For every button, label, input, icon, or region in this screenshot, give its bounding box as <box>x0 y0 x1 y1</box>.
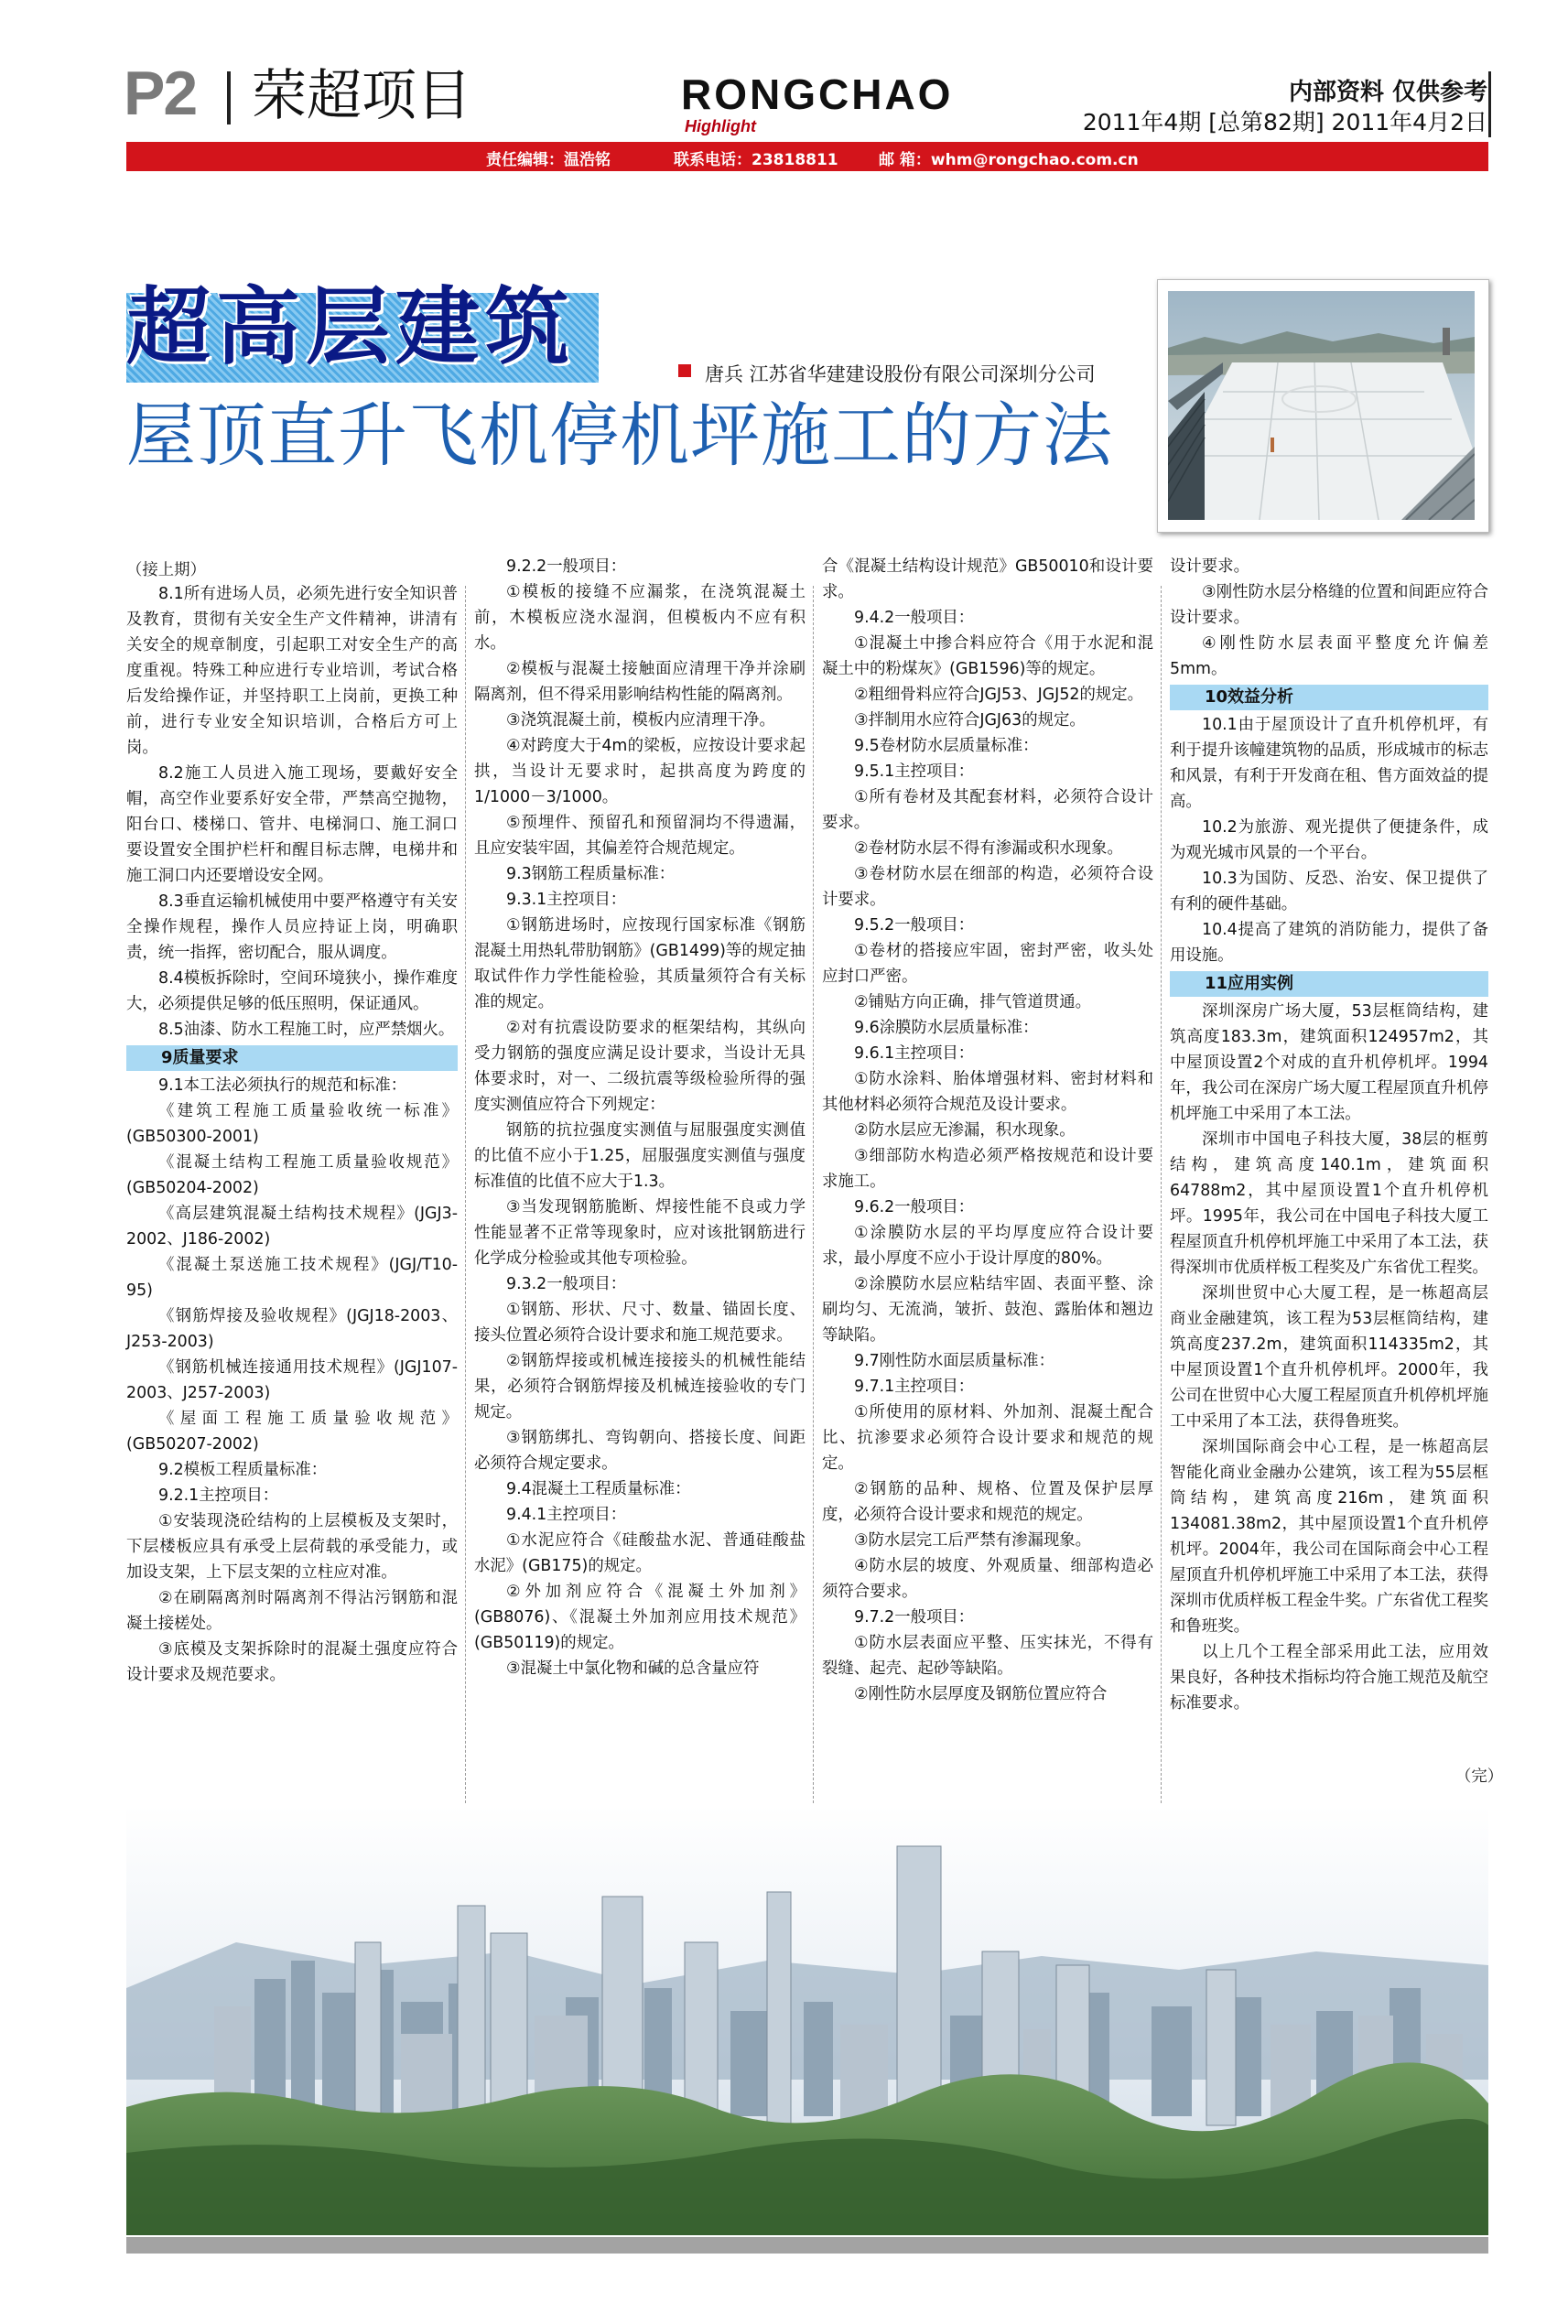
article-paragraph: 《混凝土结构工程施工质量验收规范》(GB50204-2002) <box>126 1153 458 1197</box>
article-column-1 <box>126 581 458 1688</box>
article-paragraph: ①防水涂料、胎体增强材料、密封材料和其他材料必须符合规范及设计要求。 <box>822 1070 1153 1114</box>
article-column-3 <box>822 554 1153 1707</box>
article-paragraph: ①钢筋、形状、尺寸、数量、锚固长度、接头位置必须符合设计要求和施工规范要求。 <box>474 1301 806 1345</box>
editor-name: 责任编辑：温浩铭 <box>486 151 611 169</box>
article-paragraph: 《钢筋机械连接通用技术规程》(JGJ107-2003、J257-2003) <box>126 1358 458 1402</box>
article-paragraph: 9.2.1主控项目： <box>158 1486 279 1505</box>
article-paragraph: 《高层建筑混凝土结构技术规程》(JGJ3-2002、J186-2002) <box>126 1205 458 1248</box>
article-paragraph: 8.4模板拆除时，空间环境狭小，操作难度大，必须提供足够的低压照明，保证通风。 <box>126 969 458 1013</box>
article-paragraph: 《建筑工程施工质量验收统一标准》(GB50300-2001) <box>126 1102 458 1146</box>
article-paragraph: 9.3钢筋工程质量标准： <box>506 865 676 883</box>
article-paragraph: 9.7.1主控项目： <box>854 1378 975 1396</box>
article-paragraph: ①防水层表面应平整、压实抹光，不得有裂缝、起壳、起砂等缺陷。 <box>822 1634 1153 1678</box>
article-paragraph: 8.5油漆、防水工程施工时，应严禁烟火。 <box>158 1021 455 1039</box>
article-paragraph: 设计要求。 <box>1170 557 1249 576</box>
article-paragraph: ②钢筋的品种、规格、位置及保护层厚度，必须符合设计要求和规范的规定。 <box>822 1480 1153 1524</box>
article-paragraph: 合《混凝土结构设计规范》GB50010和设计要求。 <box>822 557 1153 601</box>
article-paragraph: ②钢筋焊接或机械连接接头的机械性能结果，必须符合钢筋焊接及机械连接验收的专门规定。 <box>474 1352 806 1421</box>
article-paragraph: ③拌制用水应符合JGJ63的规定。 <box>854 711 1086 730</box>
bottom-bar <box>126 2237 1488 2254</box>
article-paragraph: ②防水层应无渗漏，积水现象。 <box>854 1121 1076 1140</box>
article-paragraph: 9.5卷材防水层质量标准： <box>854 737 1039 755</box>
article-paragraph: 《屋面工程施工质量验收规范》(GB50207-2002) <box>126 1410 458 1454</box>
article-paragraph: ④防水层的坡度、外观质量、细部构造必须符合要求。 <box>822 1557 1153 1601</box>
article-paragraph: 10.4提高了建筑的消防能力，提供了备用设施。 <box>1170 921 1488 965</box>
email-address: 邮 箱：whm@rongchao.com.cn <box>879 151 1139 169</box>
masthead-divider <box>227 71 231 124</box>
article-paragraph: ③底模及支架拆除时的混凝土强度应符合设计要求及规范要求。 <box>126 1640 458 1684</box>
article-paragraph: ③卷材防水层在细部的构造，必须符合设计要求。 <box>822 865 1153 909</box>
editor-bar <box>126 142 1488 171</box>
article-paragraph: 《钢筋焊接及验收规程》(JGJ18-2003、J253-2003) <box>126 1307 458 1351</box>
article-paragraph: ①水泥应符合《硅酸盐水泥、普通硅酸盐水泥》(GB175)的规定。 <box>474 1531 806 1575</box>
article-paragraph: ②涂膜防水层应粘结牢固、表面平整、涂刷均匀、无流淌，皱折、鼓泡、露胎体和翘边等缺陷。 <box>822 1275 1153 1345</box>
section-heading: 9质量要求 <box>126 1045 458 1071</box>
article-paragraph: ①所使用的原材料、外加剂、混凝土配合比、抗渗要求必须符合设计要求和规范的规定。 <box>822 1403 1153 1473</box>
article-paragraph: ①混凝土中掺合料应符合《用于水泥和混凝土中的粉煤灰》(GB1596)等的规定。 <box>822 634 1153 678</box>
article-paragraph: 9.4.1主控项目： <box>506 1506 627 1524</box>
masthead-right-rule <box>1488 71 1491 137</box>
article-paragraph: 8.3垂直运输机械使用中要严格遵守有关安全操作规程，操作人员应持证上岗，明确职责，统一指挥，密切配合，服从调度。 <box>126 892 458 962</box>
article-paragraph: ②卷材防水层不得有渗漏或积水现象。 <box>854 839 1123 858</box>
section-heading: 10效益分析 <box>1170 685 1488 710</box>
article-column-2 <box>474 554 806 1681</box>
article-headline: 屋顶直升飞机停机坪施工的方法 <box>126 395 1113 476</box>
article-paragraph: ③刚性防水层分格缝的位置和间距应符合设计要求。 <box>1170 583 1488 627</box>
article-paragraph: ②粗细骨料应符合JGJ53、JGJ52的规定。 <box>854 686 1144 704</box>
article-paragraph: ③当发现钢筋脆断、焊接性能不良或力学性能显著不正常等现象时，应对该批钢筋进行化学成分检验或其他专项检验。 <box>474 1198 806 1268</box>
section-heading: 11应用实例 <box>1170 971 1488 997</box>
article-paragraph: ②模板与混凝土接触面应清理干净并涂刷隔离剂，但不得采用影响结构性能的隔离剂。 <box>474 660 806 704</box>
article-paragraph: 深圳市中国电子科技大厦，38层的框剪结构，建筑高度140.1m，建筑面积64788m2，其中屋顶设置1个直升机停机坪。1995年，我公司在中国电子科技大厦工程屋顶直升机停机坪施工中采用了本工法，获得深圳市优质样板工程奖及广东省优工程奖。 <box>1170 1130 1488 1277</box>
article-paragraph: 9.6.1主控项目： <box>854 1044 975 1063</box>
article-paragraph: ①模板的接缝不应漏浆，在浇筑混凝土前，木模板应浇水湿润，但模板内不应有积水。 <box>474 583 806 653</box>
article-paragraph: 9.5.2一般项目： <box>854 916 975 935</box>
article-paragraph: ②刚性防水层厚度及钢筋位置应符合 <box>854 1685 1108 1703</box>
article-paragraph: 深圳深房广场大厦，53层框筒结构，建筑高度183.3m，建筑面积124957m2，其中屋顶设置2个对成的直升机停机坪。1994年，我公司在深房广场大厦工程屋顶直升机停机坪施工中采用了本工法。 <box>1170 1002 1488 1123</box>
article-paragraph: 以上几个工程全部采用此工法，应用效果良好，各种技术指标均符合施工规范及航空标准要求。 <box>1170 1643 1488 1713</box>
brand-logo: RONGCHAO <box>681 70 954 118</box>
article-kicker: 超高层建筑 <box>126 278 576 376</box>
article-paragraph: ②铺贴方向正确，排气管道贯通。 <box>854 993 1092 1011</box>
article-paragraph: 9.7刚性防水面层质量标准： <box>854 1352 1054 1370</box>
article-paragraph: ②在刷隔离剂时隔离剂不得沾污钢筋和混凝土接槎处。 <box>126 1589 458 1633</box>
rooftop-helipad-photo <box>1168 291 1475 520</box>
article-paragraph: 9.1本工法必须执行的规范和标准： <box>158 1076 407 1095</box>
article-paragraph: 深圳国际商会中心工程，是一栋超高层智能化商业金融办公建筑，该工程为55层框筒结构，建筑高度216m，建筑面积134081.38m2，其中屋顶设置1个直升机停机坪。2004年，我公司在国际商会中心工程屋顶直升机停机坪施工中采用了本工法，获得深圳市优质样板工程金牛奖。广东省优工程奖和鲁班奖。 <box>1170 1438 1488 1636</box>
article-column-4 <box>1170 554 1488 1716</box>
article-paragraph: ⑤预埋件、预留孔和预留洞均不得遗漏，且应安装牢固，其偏差符合规范规定。 <box>474 814 806 858</box>
issue-info: 2011年4期 [总第82期] 2011年4月2日 <box>1082 109 1487 135</box>
article-paragraph: 10.2为旅游、观光提供了便捷条件，成为观光城市风景的一个平台。 <box>1170 818 1488 862</box>
article-paragraph: ①钢筋进场时，应按现行国家标准《钢筋混凝土用热轧带肋钢筋》(GB1499)等的规定抽取试件作力学性能检验，其质量须符合有关标准的规定。 <box>474 916 806 1011</box>
continued-label: （接上期） <box>126 561 206 579</box>
column-rule <box>813 586 814 1803</box>
article-paragraph: 9.4.2一般项目： <box>854 609 975 627</box>
article-paragraph: 9.7.2一般项目： <box>854 1608 975 1627</box>
article-paragraph: ②对有抗震设防要求的框架结构，其纵向受力钢筋的强度应满足设计要求，当设计无具体要求时，对一、二级抗震等级检验所得的强度实测值应符合下列规定： <box>474 1019 806 1114</box>
article-paragraph: 8.1所有进场人员，必须先进行安全知识普及教育，贯彻有关安全生产文件精神，讲清有关安全的规章制度，引起职工对安全生产的高度重视。特殊工种应进行专业培训，考试合格后发给操作证，并坚持职工上岗前，更换工种前，进行专业安全知识培训，合格后方可上岗。 <box>126 585 458 757</box>
article-paragraph: ③细部防水构造必须严格按规范和设计要求施工。 <box>822 1147 1153 1191</box>
article-paragraph: 10.3为国防、反恐、治安、保卫提供了有利的硬件基础。 <box>1170 870 1488 913</box>
article-paragraph: ②外加剂应符合《混凝土外加剂》(GB8076)、《混凝土外加剂应用技术规范》(GB50119)的规定。 <box>474 1583 806 1652</box>
brand-subtitle: Highlight <box>685 117 756 135</box>
article-paragraph: ④刚性防水层表面平整度允许偏差5mm。 <box>1170 634 1488 678</box>
article-paragraph: 9.6涂膜防水层质量标准： <box>854 1019 1039 1037</box>
article-paragraph: ①涂膜防水层的平均厚度应符合设计要求，最小厚度不应小于设计厚度的80%。 <box>822 1224 1153 1268</box>
article-paragraph: 9.3.2一般项目： <box>506 1275 627 1293</box>
article-paragraph: ③钢筋绑扎、弯钩朝向、搭接长度、间距必须符合规定要求。 <box>474 1429 806 1473</box>
article-paragraph: ①所有卷材及其配套材料，必须符合设计要求。 <box>822 788 1153 832</box>
internal-note: 内部资料 仅供参考 <box>1288 79 1487 106</box>
article-paragraph: 9.2模板工程质量标准： <box>158 1461 328 1479</box>
article-paragraph: ③混凝土中氯化物和碱的总含量应符 <box>506 1659 760 1678</box>
section-name: 荣超项目 <box>252 64 471 128</box>
end-label: （完） <box>1455 1767 1504 1786</box>
article-paragraph: 9.5.1主控项目： <box>854 762 975 781</box>
article-paragraph: ③防水层完工后严禁有渗漏现象。 <box>854 1531 1092 1550</box>
article-paragraph: 深圳世贸中心大厦工程，是一栋超高层商业金融建筑，该工程为53层框筒结构，建筑高度237.2m，建筑面积114335m2，其中屋顶设置1个直升机停机坪。2000年，我公司在世贸中心大厦工程屋顶直升机停机坪施工中采用了本工法，获得鲁班奖。 <box>1170 1284 1488 1431</box>
article-paragraph: ①安装现浇砼结构的上层模板及支架时，下层楼板应具有承受上层荷载的承受能力，或加设支架，上下层支架的立柱应对准。 <box>126 1512 458 1582</box>
column-rule <box>465 586 466 1803</box>
article-paragraph: 9.4混凝土工程质量标准： <box>506 1480 691 1498</box>
article-paragraph: 8.2施工人员进入施工现场，要戴好安全帽，高空作业要系好安全带，严禁高空抛物，阳台口、楼梯口、管井、电梯洞口、施工洞口要设置安全围护栏杆和醒目标志牌，电梯井和施工洞口内还要增设安全网。 <box>126 764 458 885</box>
page-number: P2 <box>124 59 197 128</box>
column-rule <box>1161 586 1162 1803</box>
article-paragraph: 钢筋的抗拉强度实测值与屈服强度实测值的比值不应小于1.25，屈服强度实测值与强度标准值的比值不应大于1.3。 <box>474 1121 806 1191</box>
article-paragraph: ①卷材的搭接应牢固，密封严密，收头处应封口严密。 <box>822 942 1153 986</box>
article-paragraph: 9.3.1主控项目： <box>506 891 627 909</box>
phone-number: 联系电话：23818811 <box>674 151 838 169</box>
city-skyline-photo <box>126 1805 1488 2235</box>
author-marker <box>678 364 691 377</box>
article-paragraph: 9.6.2一般项目： <box>854 1198 975 1216</box>
article-paragraph: 10.1由于屋顶设计了直升机停机坪，有利于提升该幢建筑物的品质，形成城市的标志和风景，有利于开发商在租、售方面效益的提高。 <box>1170 716 1488 811</box>
article-paragraph: 9.2.2一般项目： <box>506 557 627 576</box>
article-paragraph: ④对跨度大于4m的梁板，应按设计要求起拱，当设计无要求时，起拱高度为跨度的1/1000－3/1000。 <box>474 737 806 806</box>
article-author: 唐兵 江苏省华建建设股份有限公司深圳分公司 <box>705 363 1096 385</box>
article-paragraph: 《混凝土泵送施工技术规程》(JGJ/T10-95) <box>126 1256 458 1300</box>
article-paragraph: ③浇筑混凝土前，模板内应清理干净。 <box>506 711 775 730</box>
